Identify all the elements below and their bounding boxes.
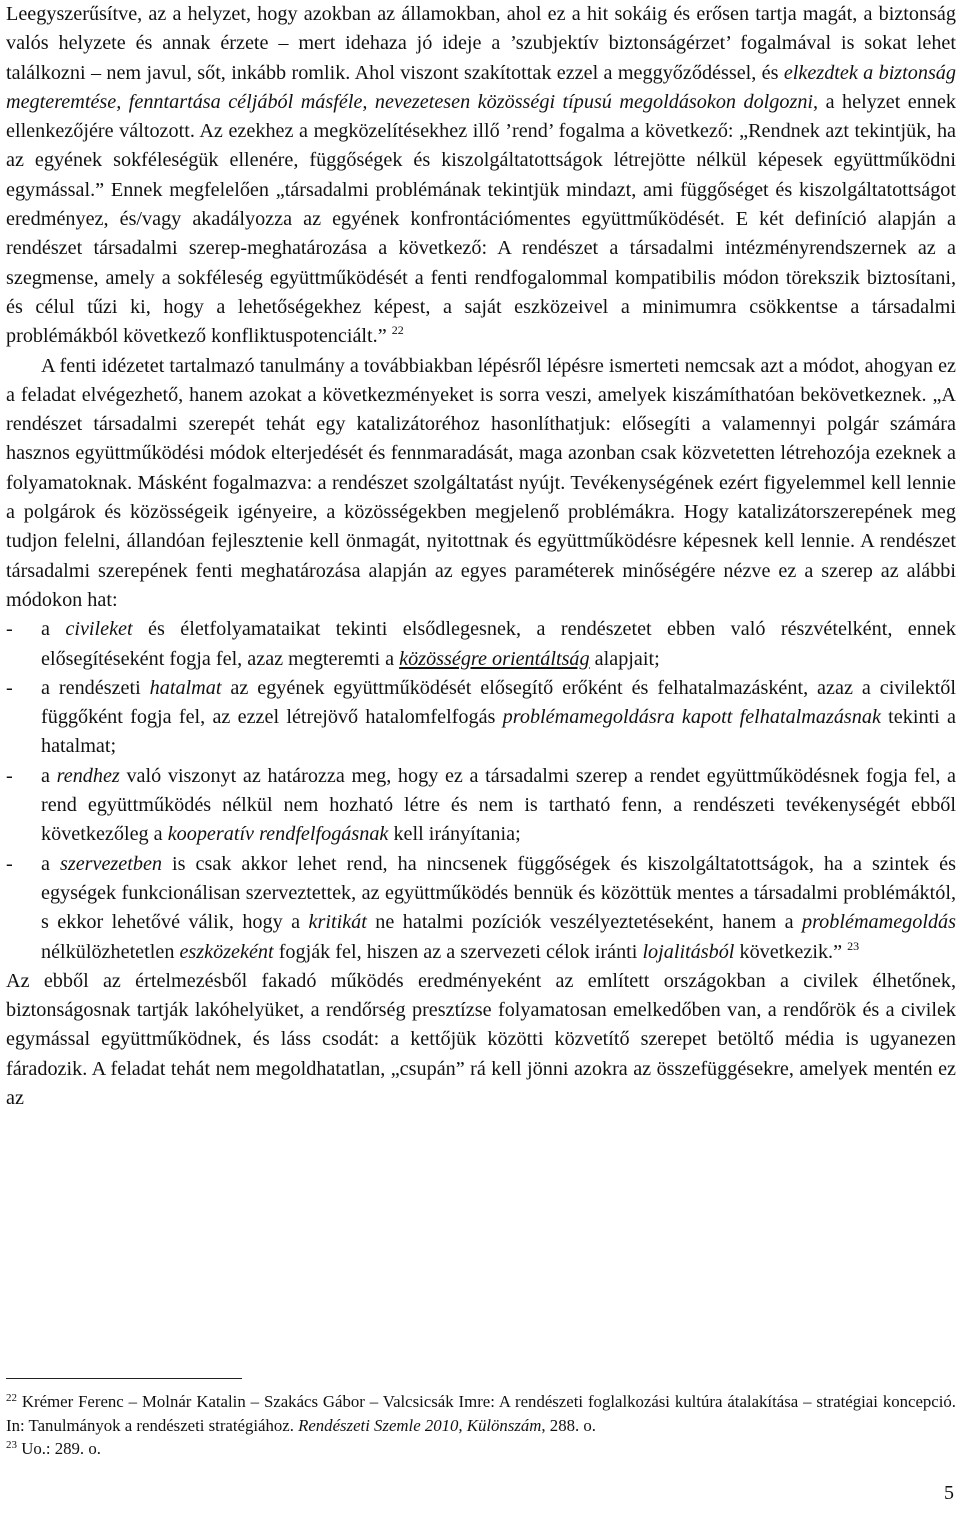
- footnote: [6, 1437, 956, 1461]
- text-run: Krémer Ferenc – Molnár Katalin – Szakács Gábor – Valcsicsák Imre: A rendészeti foglalkozási kultúra átalakítása – stratégiai koncepció. In: Tanulmányok a rendészeti stratégiához.: [6, 1392, 956, 1435]
- footnote-reference: 23: [847, 938, 860, 953]
- emphasized-text: problémamegoldás: [801, 911, 956, 934]
- list-dash: -: [6, 852, 13, 875]
- text-run: a: [41, 618, 66, 641]
- list-dash: -: [6, 618, 13, 641]
- emphasized-text: lojalitásból: [642, 940, 735, 963]
- text-run: következik.”: [734, 940, 848, 963]
- list-dash: -: [6, 764, 13, 787]
- text-run: nélkülözhetetlen: [41, 940, 180, 963]
- emphasized-text: Rendészeti Szemle 2010, Különszám: [298, 1415, 542, 1435]
- text-run: fogják fel, hiszen az a szervezeti célok iránti: [273, 940, 643, 963]
- page-number: 5: [944, 1482, 954, 1504]
- text-run: kell irányítania;: [388, 823, 521, 846]
- text-run: Uo.: 289. o.: [17, 1439, 101, 1458]
- emphasized-text: kooperatív rendfelfogásnak: [167, 823, 389, 846]
- text-run: A fenti idézetet tartalmazó tanulmány a továbbiakban lépésről lépésre ismerteti nemcsak azt a módot, ahogyan ez a feladat elvégezhető, hanem azokat a következményeket is sorra veszi, amelyek kiszámíthatóan bekövetkeznek. „A rendészet társadalmi szerepét tehát egy katalizátoréhoz hasonlíthatjuk: elősegíti a valamennyi polgár számára hasznos együttműködési módok elterjedését és fennmaradását, maga azonban csak közvetetten létrehozója ezeknek a folyamatoknak. Másként fogalmazva: a rendészet szolgáltatást nyújt. Tevékenységének ezért figyelemmel kell lennie a polgárok és közösségeik igényeire, a közösségekben megjelenő problémákra. Hogy katalizátorszerepének meg tudjon felelni, állandóan fejlesztenie kell önmagát, nyitottnak és együttműködésre képesnek kell lennie. A rendészet társadalmi szerepének fenti meghatározása alapján az egyes paraméterek minőségére nézve ez a szerep az alábbi módokon hat:: [6, 354, 956, 611]
- paragraph: [6, 967, 956, 1113]
- paragraph: [6, 0, 956, 352]
- footnotes: [6, 1390, 956, 1461]
- paragraph: [6, 352, 956, 616]
- text-run: , 288. o.: [541, 1415, 596, 1435]
- text-run: Leegyszerűsítve, az a helyzet, hogy azokban az államokban, ahol ez a hit sokáig és erősen tartja magát, a biztonság valós helyzete és annak érzete – mert idehaza jó ideje a ’szubjektív biztonságérzet’ fogalmával is sokat lehet találkozni – nem javul, sőt, inkább romlik. Ahol viszont szakítottak ezzel a meggyőződéssel, és: [6, 3, 956, 84]
- emphasized-text: rendhez: [56, 764, 120, 787]
- body-text: [6, 0, 956, 1113]
- footnote-reference: 22: [391, 323, 404, 338]
- text-run: a: [41, 764, 57, 787]
- emphasized-text: szervezetben: [59, 852, 163, 875]
- text-run: alapjait;: [589, 647, 660, 670]
- emphasized-text: problémamegoldásra kapott felhatalmazásnak: [502, 706, 881, 729]
- text-run: és életfolyamataikat tekinti elsődlegesnek, a rendészetet ebben való részvételként, ennek elősegítéseként fogja fel, azaz megteremti a: [41, 618, 956, 670]
- list-dash: -: [6, 676, 13, 699]
- emphasized-underlined-text: közösségre orientáltság: [399, 647, 590, 670]
- text-run: az egyének együttműködését elősegítő erőként és felhatalmazásként, azaz a civilektől függőként fogja fel, az ezzel létrejövő hatalomfelfogás: [41, 676, 956, 729]
- list-item: [6, 674, 956, 762]
- emphasized-text: kritikát: [308, 911, 367, 934]
- text-run: a rendészeti: [41, 676, 150, 699]
- footnote-reference: 23: [6, 1439, 17, 1451]
- dash-list: [6, 615, 956, 967]
- text-run: ne hatalmi pozíciók veszélyeztetéseként, hanem a: [366, 911, 802, 934]
- text-run: a: [41, 852, 60, 875]
- text-run: is csak akkor lehet rend, ha nincsenek függőségek és kiszolgáltatottságok, ha a szintek és egységek funkcionálisan szerveztettek, az együttműködés bennük és közöttük mentes a társadalmi problémáktól, s ekkor lehetővé válik, hogy a: [41, 852, 956, 934]
- footnote: [6, 1390, 956, 1437]
- emphasized-text: civileket: [65, 618, 133, 641]
- text-run: való viszonyt az határozza meg, hogy ez a társadalmi szerep a rendet együttműködésnek fogja fel, a rend együttműködés nélkül nem hozható létre és nem is tartható fenn, a rendészeti tevékenységét ebből következőleg a: [41, 764, 956, 846]
- footnote-separator: [6, 1378, 242, 1379]
- footnote-reference: 22: [6, 1392, 17, 1404]
- emphasized-text: hatalmat: [149, 676, 222, 699]
- list-item: [6, 615, 956, 674]
- text-run: Az ebből az értelmezésből fakadó működés eredményeként az említett országokban a civilek élhetőnek, biztonságosnak tartják lakóhelyüket, a rendőrség presztízse folyamatosan emelkedőben van, a rendőrök és a civilek egymással együttműködnek, és láss csodát: a kettőjük közötti közvetítő szerepet betöltő média is ugyanezen fáradozik. A feladat tehát nem megoldhatatlan, „csupán” rá kell jönni azokra az összefüggésekre, amelyek mentén ez az: [6, 969, 956, 1109]
- list-item: [6, 762, 956, 850]
- list-item: [6, 850, 956, 967]
- emphasized-text: elkezdtek a biztonság megteremtése, fenntartása céljából másféle, nevezetesen közösségi típusú megoldásokon dolgozni: [6, 61, 956, 113]
- text-run: , a helyzet ennek ellenkezőjére változott. Az ezekhez a megközelítésekhez illő ’rend’ fogalma a következő: „Rendnek azt tekintjük, ha az egyének sokféleségük ellenére, függőségek és kiszolgáltatottságok létrejötte nélkül képesek együttműködni egymással.” Ennek megfelelően „társadalmi problémának tekintjük mindazt, ami függőséget és kiszolgáltatottságot eredményez, és/vagy akadályozza az egyének konfrontációmentes együttműködését. E két definíció alapján a rendészet társadalmi szerep-meghatározása a következő: A rendészet a társadalmi intézményrendszernek az a szegmense, amely a sokféleség együttműködését a fenti rendfogalommal kompatibilis módon törekszik biztosítani, és célul tűzi ki, hogy a lehetőségekhez képest, a saját eszközeivel a minimumra csökkentse a társadalmi problémákból következő konfliktuspotenciált.”: [6, 90, 956, 348]
- emphasized-text: eszközeként: [179, 940, 274, 963]
- text-run: tekinti a hatalmat;: [41, 706, 956, 758]
